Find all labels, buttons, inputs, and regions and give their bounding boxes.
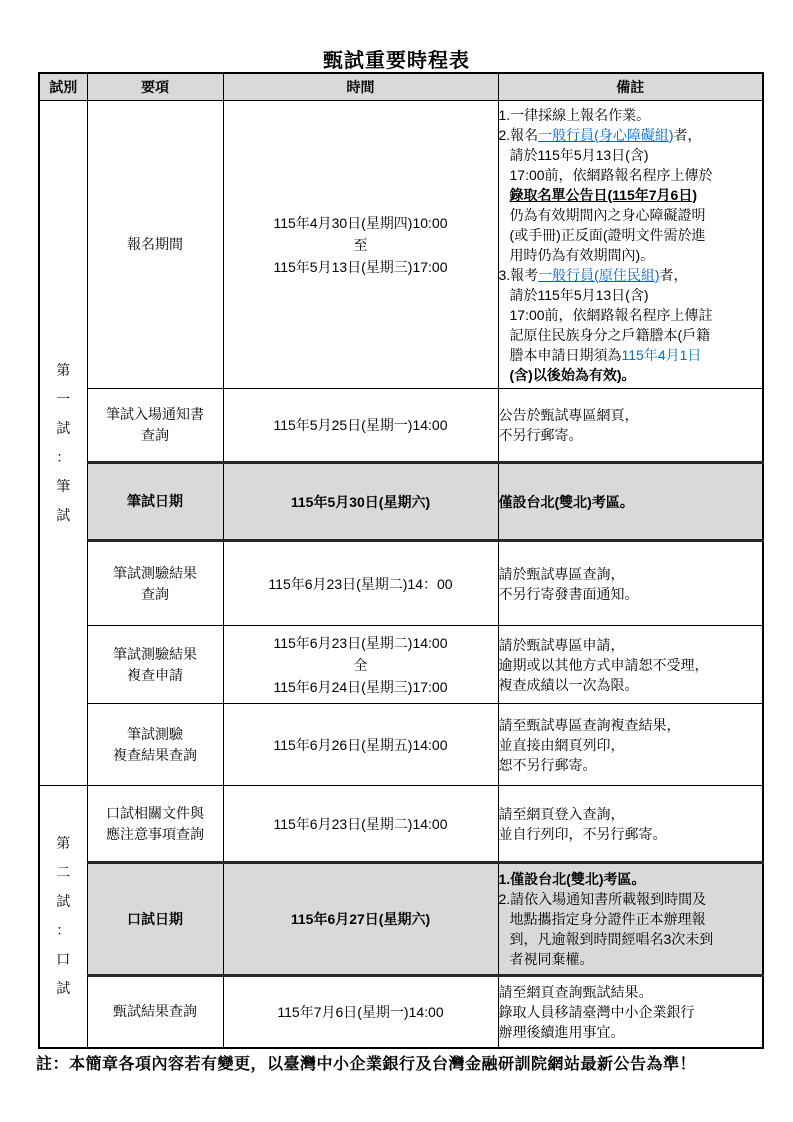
item-line: 查詢: [141, 427, 169, 443]
remark-line: [499, 205, 763, 225]
section-label-char: 筆: [56, 478, 71, 494]
cell-time: [223, 463, 498, 541]
remark-text: 僅設台北(雙北)考區。: [498, 493, 634, 510]
time-line: 115年5月25日(星期一)14:00: [273, 417, 448, 433]
remark-line: [499, 982, 763, 1002]
cell-item: [87, 389, 223, 463]
item-line: 筆試日期: [127, 493, 183, 509]
cell-item: [87, 704, 223, 786]
remark-text: 115年4月1日: [621, 346, 702, 363]
time-line: 115年6月23日(星期二)14:00: [273, 815, 448, 832]
remark-text: 1.一律採線上報名作業。: [498, 106, 651, 123]
remark-line: [499, 405, 763, 425]
header-row: [39, 73, 763, 101]
remark-line: [499, 325, 763, 345]
cell-item: [87, 976, 223, 1048]
cell-time: [223, 786, 498, 863]
remark-line: [499, 1002, 763, 1022]
item-line: 筆試測驗: [127, 725, 183, 742]
remark-line: [499, 285, 763, 305]
remark-text: 複查成績以一次為限。: [498, 676, 639, 693]
hyperlink[interactable]: 一般行員(原住民組): [538, 266, 660, 283]
cell-time: [223, 704, 498, 786]
remark-text: 謄本申請日期須為: [509, 346, 622, 363]
remark-line: [499, 824, 763, 844]
section-label-char: 二: [56, 864, 71, 881]
item-line: 查詢: [141, 585, 169, 602]
item-line: 甄試結果查詢: [113, 1003, 197, 1020]
remark-text: (或手冊)正反面(證明文件需於進: [509, 226, 706, 243]
cell-item: [87, 786, 223, 863]
table-row: [39, 541, 763, 626]
remark-line: [499, 185, 763, 205]
remark-line: [499, 365, 763, 385]
table-row: [39, 976, 763, 1048]
section-label-char: 試: [56, 893, 71, 910]
time-line: 115年6月27日(星期六): [290, 911, 431, 927]
cell-remark: [498, 786, 763, 863]
remark-text: 請於115年5月13日(含): [509, 286, 649, 303]
cell-remark: [498, 863, 763, 976]
remark-line: [499, 145, 763, 165]
remark-line: [499, 125, 763, 145]
time-line: 115年6月24日(星期三)17:00: [273, 678, 448, 695]
remark-line: [499, 635, 763, 655]
time-line: 115年5月13日(星期三)17:00: [273, 258, 448, 275]
item-line: 複查結果查詢: [113, 746, 197, 763]
page-title: 甄試重要時程表: [323, 50, 470, 72]
remark-line: [499, 655, 763, 675]
remark-text: 。: [621, 366, 636, 383]
remark-text: 不另行郵寄。: [498, 427, 583, 443]
remark-text: 恕不另行郵寄。: [498, 756, 597, 773]
remark-text: (含)以後始為有效): [509, 366, 622, 383]
remark-line: [499, 869, 763, 889]
remark-text: 錄取人員移請臺灣中小企業銀行: [498, 1003, 695, 1020]
cell-remark: [498, 704, 763, 786]
cell-remark: [498, 101, 763, 389]
table-row: [39, 101, 763, 389]
remark-text: 17:00前，依網路報名程序上傳註: [509, 306, 713, 323]
cell-time: [223, 863, 498, 976]
item-line: 報名期間: [127, 236, 183, 252]
cell-remark: [498, 541, 763, 626]
hyperlink[interactable]: 一般行員(身心障礙組): [538, 126, 674, 143]
remark-line: [499, 245, 763, 265]
remark-text: 請於115年5月13日(含): [509, 146, 649, 163]
table-row: [39, 863, 763, 976]
cell-time: [223, 976, 498, 1048]
table-row: [39, 626, 763, 704]
remark-text: 請至網頁查詢甄試結果。: [498, 983, 653, 1000]
remark-text: 到，凡逾報到時間經唱名3次未到: [509, 931, 714, 947]
remark-text: 逾期或以其他方式申請恕不受理，: [498, 656, 709, 673]
section-label-char: 第: [56, 835, 71, 852]
remark-text: 請於甄試專區申請，: [498, 636, 625, 653]
time-line: 至: [353, 236, 368, 253]
table-row: [39, 704, 763, 786]
footer-note: 註：本簡章各項內容若有變更，以臺灣中小企業銀行及台灣金融研訓院網站最新公告為準！: [36, 1056, 697, 1073]
cell-time: [223, 389, 498, 463]
section-label: [39, 786, 87, 1048]
time-line: 115年5月30日(星期六): [290, 493, 431, 510]
remark-text: 並自行列印，不另行郵寄。: [498, 825, 667, 842]
remark-text: 17:00前，依網路報名程序上傳於: [509, 166, 713, 183]
schedule-table: [38, 72, 764, 1049]
remark-text: 1.僅設台北(雙北)考區。: [498, 871, 646, 887]
item-line: 筆試入場通知書: [106, 406, 204, 422]
table-row: [39, 463, 763, 541]
remark-line: [499, 909, 763, 929]
time-line: 115年6月23日(星期二)14：00: [268, 575, 453, 592]
item-line: 筆試測驗結果: [113, 645, 197, 662]
item-line: 複查申請: [127, 666, 183, 683]
section-label-char: 試: [56, 507, 71, 523]
table-row: [39, 389, 763, 463]
remark-line: [499, 165, 763, 185]
remark-text: 2.報名: [498, 126, 539, 143]
remark-text: 請於甄試專區查詢，: [498, 565, 625, 582]
remark-line: [499, 265, 763, 285]
remark-text: 並直接由網頁列印，: [498, 736, 625, 753]
remark-line: [499, 305, 763, 325]
remark-text: 地點攜指定身分證件正本辦理報: [509, 911, 706, 927]
section-label-char: 試: [56, 420, 71, 436]
remark-line: [499, 949, 763, 969]
remark-text: 記原住民族身分之戶籍謄本(戶籍: [509, 326, 711, 343]
section-label-char: 第: [56, 362, 71, 378]
column-header-remark: 備註: [498, 73, 763, 101]
remark-text: 者，: [673, 126, 702, 143]
remark-line: [499, 929, 763, 949]
remark-line: [499, 345, 763, 365]
time-line: 115年6月26日(星期五)14:00: [273, 736, 448, 753]
remark-text: 者，: [659, 266, 688, 283]
remark-text: 錄取名單公告日(115年7月6日): [509, 186, 697, 203]
remark-text: 用時仍為有效期間內)。: [509, 246, 655, 263]
remark-text: 者視同棄權。: [509, 951, 594, 967]
column-header-time: 時間: [223, 73, 498, 101]
remark-text: 辦理後續進用事宜。: [498, 1023, 625, 1040]
time-line: 115年4月30日(星期四)10:00: [273, 214, 448, 231]
cell-item: [87, 463, 223, 541]
cell-item: [87, 101, 223, 389]
cell-item: [87, 541, 223, 626]
item-line: 口試相關文件與: [106, 804, 204, 821]
remark-text: 請至甄試專區查詢複查結果，: [498, 716, 681, 733]
remark-line: [499, 584, 763, 604]
column-header-exam-type: 試別: [39, 73, 87, 101]
cell-item: [87, 863, 223, 976]
table-row: [39, 786, 763, 863]
section-label: [39, 101, 87, 786]
section-label-char: ：: [56, 922, 71, 939]
remark-line: [499, 564, 763, 584]
section-label-char: 一: [56, 391, 71, 407]
cell-item: [87, 626, 223, 704]
remark-text: 3.報考: [498, 266, 539, 283]
remark-line: [499, 1022, 763, 1042]
time-line: 115年6月23日(星期二)14:00: [273, 634, 448, 651]
remark-text: 請至網頁登入查詢，: [498, 805, 625, 822]
remark-line: [499, 225, 763, 245]
time-line: 115年7月6日(星期一)14:00: [277, 1003, 444, 1020]
cell-remark: [498, 389, 763, 463]
remark-text: 不另行寄發書面通知。: [498, 585, 639, 602]
remark-line: [499, 492, 763, 512]
section-label-char: ：: [56, 449, 71, 465]
item-line: 筆試測驗結果: [113, 564, 197, 581]
item-line: 應注意事項查詢: [106, 825, 204, 842]
cell-time: [223, 626, 498, 704]
cell-time: [223, 541, 498, 626]
remark-text: 公告於甄試專區網頁，: [498, 407, 639, 423]
cell-remark: [498, 976, 763, 1048]
cell-remark: [498, 463, 763, 541]
remark-line: [499, 715, 763, 735]
section-label-char: 口: [56, 951, 71, 968]
remark-line: [499, 105, 763, 125]
item-line: 口試日期: [127, 910, 183, 927]
section-label-char: 試: [56, 980, 71, 997]
remark-line: [499, 889, 763, 909]
cell-time: [223, 101, 498, 389]
remark-line: [499, 735, 763, 755]
remark-text: 2.請依入場通知書所載報到時間及: [498, 891, 707, 907]
time-line: 全: [353, 656, 368, 673]
remark-line: [499, 804, 763, 824]
remark-line: [499, 425, 763, 445]
cell-remark: [498, 626, 763, 704]
remark-text: 仍為有效期間內之身心障礙證明: [509, 206, 706, 223]
remark-line: [499, 755, 763, 775]
remark-line: [499, 675, 763, 695]
column-header-item: 要項: [87, 73, 223, 101]
